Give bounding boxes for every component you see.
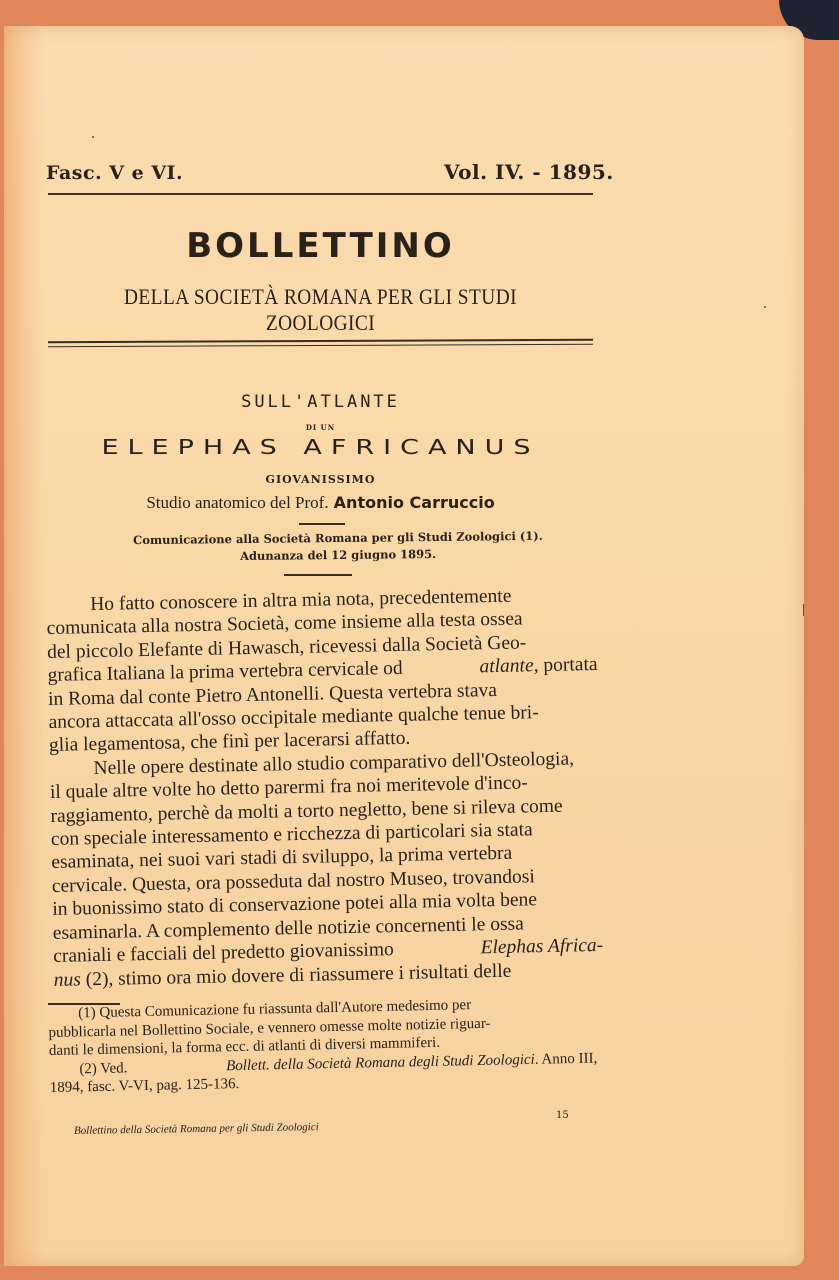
- body-line: Ho fatto conoscere in altra mia nota, precedentemente: [90, 585, 512, 616]
- body-text: (2), stimo ora mio dovere di riassumere i risultati delle: [85, 960, 512, 990]
- signature-line: Bollettino della Società Romana per gli Studi Zoologici: [73, 1121, 319, 1137]
- body-line: esaminarla. A complemento delle notizie concernenti le ossa: [52, 913, 525, 944]
- paper-speck: [764, 306, 766, 308]
- article-title-main: ELEPHAS AFRICANUS: [101, 435, 540, 460]
- short-rule: [284, 574, 352, 576]
- short-rule: [299, 523, 345, 525]
- footnote-line: (1) Questa Comunicazione fu riassunta dall'Autore medesimo per: [78, 997, 472, 1022]
- article-title-line3: GIOVANISSIMO: [265, 473, 376, 486]
- body-text: grafica Italiana la prima vertebra cervicale od: [47, 658, 403, 687]
- body-line: cervicale. Questa, ora posseduta dal nostro Museo, trovandosi: [51, 866, 536, 897]
- footnote-line: danti le dimensioni, la forma ecc. di atlanti di diversi mammiferi.: [48, 1034, 441, 1059]
- communication-line: Comunicazione alla Società Romana per gli Studi Zoologici (1).: [133, 528, 543, 548]
- author-name: Antonio Carruccio: [333, 493, 495, 512]
- communication-note: [48, 527, 628, 567]
- paper-speck: [803, 604, 804, 616]
- body-line: ancora attaccata all'osso occipitale mediante qualche tenue bri-: [48, 702, 539, 734]
- author-prefix: Studio anatomico del Prof.: [146, 493, 329, 512]
- page-number: 15: [556, 1110, 569, 1121]
- footnote-line: pubblicarla nel Bollettino Sociale, e vennero omesse molte notizie riguar-: [48, 1015, 491, 1041]
- body-line: in buonissimo stato di conservazione potei alla mia volta bene: [52, 889, 538, 921]
- paper-speck: [92, 136, 94, 138]
- volume-label: Vol. IV. - 1895.: [444, 160, 614, 184]
- article-author: [48, 493, 593, 513]
- body-line: esaminata, nei suoi vari stadi di sviluppo, la prima vertebra: [51, 843, 513, 874]
- footnote-citation: Bollett. della Società Romana degli Studi Zoologici: [225, 1051, 535, 1074]
- body-line: raggiamento, perchè da molti a torto negletto, bene si rileva come: [50, 795, 563, 827]
- header-rule: [48, 193, 593, 195]
- body-line: glia legamentosa, che finì per lacerarsi affatto.: [48, 728, 411, 757]
- footnote-prefix: (2) Ved.: [79, 1059, 128, 1077]
- body-line: il quale altre volte ho detto parermi fra noi meritevole d'inco-: [49, 772, 528, 804]
- italic-species: Elephas Africa-: [480, 934, 604, 959]
- body-text: , portata: [533, 654, 598, 677]
- body-line: con speciale interessamento e ricchezza di particolari sia stata: [50, 819, 533, 851]
- article-title-line1: SULL'ATLANTE: [241, 392, 400, 412]
- footnotes: [48, 994, 598, 1098]
- footnote-line: 1894, fasc. V-VI, pag. 125-136.: [49, 1076, 240, 1096]
- body-line: Nelle opere destinate allo studio comparativo dell'Osteologia,: [93, 748, 575, 779]
- article-title-connector: DI UN: [305, 423, 336, 432]
- article-body: [46, 583, 604, 992]
- body-text: craniali e facciali del predetto giovanissimo: [53, 939, 394, 968]
- journal-title: BOLLETTINO: [186, 226, 455, 266]
- body-line: in Roma dal conte Pietro Antonelli. Questa vertebra stava: [47, 679, 498, 710]
- footnote-suffix: . Anno III,: [534, 1050, 598, 1068]
- body-line: del piccolo Elefante di Hawasch, ricevessi dalla Società Geo-: [46, 632, 527, 663]
- italic-term: atlante: [479, 655, 534, 678]
- fascicle-label: Fasc. V e VI.: [46, 162, 184, 184]
- meeting-date: Adunanza del 12 giugno 1895.: [239, 546, 437, 564]
- journal-subtitle: DELLA SOCIETÀ ROMANA PER GLI STUDI ZOOLOGICI: [123, 284, 518, 335]
- italic-species: nus: [53, 968, 82, 991]
- body-line: comunicata alla nostra Società, come insieme alla testa ossea: [46, 608, 523, 640]
